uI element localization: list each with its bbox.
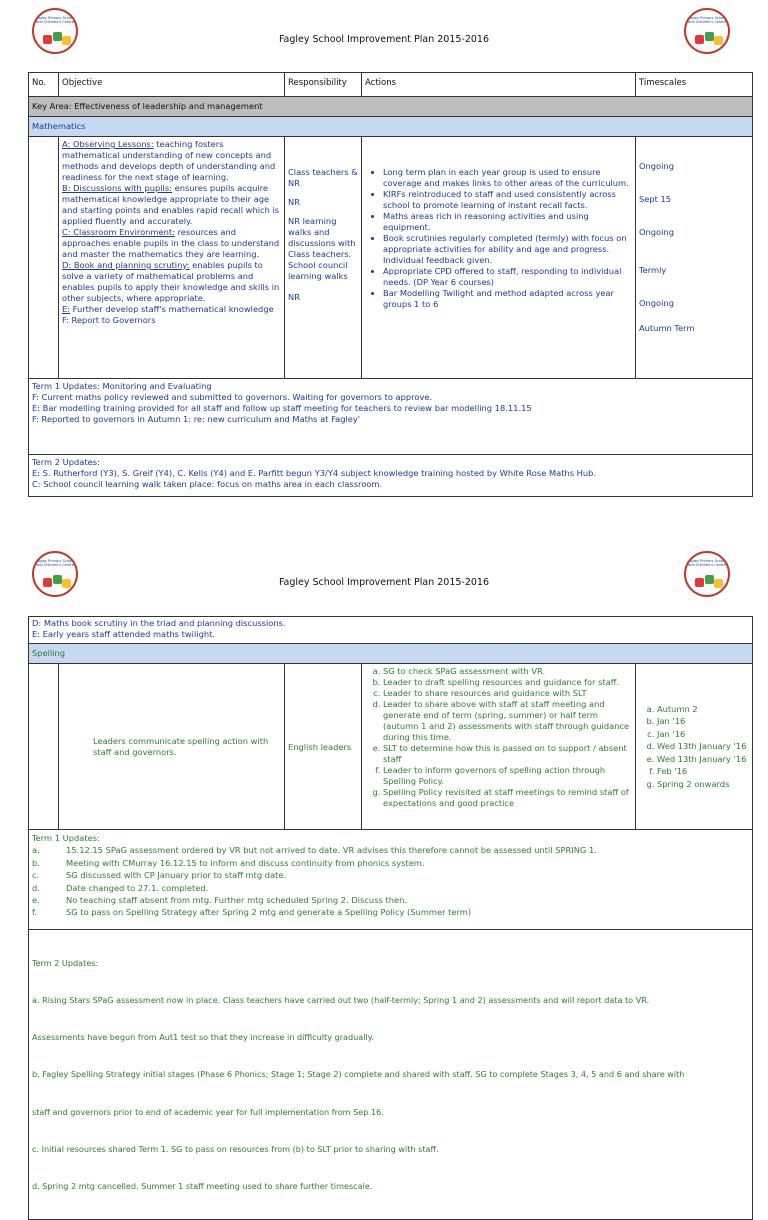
update-line: staff and governors prior to end of academic year for full implementation from Sep 16. — [32, 1106, 384, 1117]
spelling-timescale-item: b. Jan '16 — [657, 715, 749, 728]
update-line: Term 2 Updates: — [32, 457, 100, 467]
logo-block — [714, 579, 723, 588]
section-title-spelling: Spelling — [29, 644, 753, 664]
key-area-label: Key Area: Effectiveness of leadership and management — [29, 97, 753, 117]
spelling-term2-updates — [29, 930, 753, 1220]
spelling-responsibility — [285, 664, 362, 830]
objective-d-text: enables pupils to solve a variety of mathematical problems and enables pupils to apply their knowledge and skills in other subjects, where appropriate. — [62, 260, 280, 303]
update-line: c. Initial resources shared Term 1. SG to pass on resources from (b) to SLT prior to sharing with staff. — [32, 1143, 439, 1154]
logo-block — [714, 36, 723, 45]
spelling-action-item: b. Leader to draft spelling resources and guidance for staff. — [383, 677, 632, 688]
spelling-timescale-item: g. Spring 2 onwards — [657, 778, 749, 791]
col-header-responsibility: Responsibility — [285, 73, 362, 97]
actions-list — [365, 167, 632, 310]
spelling-actions — [362, 664, 636, 830]
update-heading: Term 1 Updates: — [32, 833, 100, 843]
section-row-mathematics — [29, 117, 753, 137]
responsibility-item: NR learning walks and discussions with Class teachers. — [288, 216, 356, 259]
objective-c-text: resources and approaches enable pupils in the class to understand and master the mathematics they are learning. — [62, 227, 280, 259]
school-logo — [32, 551, 78, 597]
update-line: Term 1 Updates: Monitoring and Evaluating — [32, 381, 212, 391]
spelling-timescales — [636, 664, 753, 830]
spelling-action-item: g. Spelling Policy revisited at staff meetings to remind staff of expectations and good practice — [383, 787, 632, 809]
update-line — [32, 882, 749, 894]
update-line: b. Fagley Spelling Strategy initial stages (Phase 6 Phonics; Stage 1; Stage 2) complete and shared with staff. SG to complete Stages 3, 4, 5 and 6 and share with — [32, 1069, 685, 1080]
header-row — [29, 73, 753, 97]
item-letter: e. — [32, 895, 40, 906]
item-text: No teaching staff absent from mtg. Further mtg scheduled Spring 2. Discuss then. — [66, 895, 407, 906]
item-text: 15.12.15 SPaG assessment ordered by VR but not arrived to date. VR advises this therefore cannot be assessed until SPRING 1. — [66, 845, 597, 856]
spelling-timescale-item: d. Wed 13th January '16 — [657, 740, 749, 753]
item-letter: d. — [32, 882, 40, 893]
objective-b-text: ensures pupils acquire mathematical knowledge appropriate to their age and starting points and enables rapid recall which is applied fluently and accurately. — [62, 183, 280, 226]
update-line: E: S. Rutherford (Y3), S. Greif (Y4), C. Kells (Y4) and E. Parfitt begun Y3/Y4 subject knowledge training hosted by White Rose Maths Hub. — [32, 468, 597, 478]
spelling-timescale-item: a. Autumn 2 — [657, 703, 749, 716]
action-item: • Book scrutinies regularly completed (termly) with focus on appropriate activities for ability and age and progress. Individual feedback given. — [383, 233, 632, 266]
item-text: Date changed to 27.1. completed. — [66, 882, 209, 893]
logo-block — [705, 575, 714, 584]
col-header-objective: Objective — [59, 73, 285, 97]
spelling-timescales-list — [639, 703, 749, 791]
spelling-term1-row — [29, 830, 753, 930]
spelling-action-item: f. Leader to inform governors of spelling action through Spelling Policy. — [383, 765, 632, 787]
maths-responsibility — [285, 137, 362, 379]
update-line: F: Reported to governors in Autumn 1: re: new curriculum and Maths at Fagley' — [32, 414, 361, 424]
timescale-item: Ongoing — [639, 227, 674, 237]
term1-updates-row — [29, 379, 753, 455]
spelling-term2-row — [29, 930, 753, 1220]
objective-e-text: Further develop staff's mathematical knowledge — [70, 304, 274, 314]
spelling-row — [29, 664, 753, 830]
logo-block — [695, 35, 704, 44]
school-logo — [684, 8, 730, 54]
school-logo — [32, 8, 78, 54]
page-title: Fagley School Improvement Plan 2015-2016 — [278, 34, 490, 45]
action-item: • KIRFs reintroduced to staff and used consistently across school to promote learning of instant recall facts. — [383, 189, 632, 211]
item-letter: a. — [32, 845, 40, 856]
spelling-objective-text: Leaders communicate spelling action with staff and governors. — [93, 735, 269, 757]
logo-block — [695, 578, 704, 587]
improvement-plan-table — [28, 72, 753, 497]
timescale-item: Autumn Term — [639, 323, 695, 333]
key-area-row — [29, 97, 753, 117]
logo-block — [705, 32, 714, 41]
responsibility-item: NR — [288, 197, 300, 207]
spelling-actions-list — [365, 666, 632, 809]
col-header-actions: Actions — [362, 73, 636, 97]
maths-timescales — [636, 137, 753, 379]
school-logo — [684, 551, 730, 597]
maths-objective — [59, 137, 285, 379]
section-title-mathematics: Mathematics — [29, 117, 753, 137]
item-text: SG discussed with CP January prior to staff mtg date. — [66, 870, 287, 881]
update-line — [32, 894, 749, 906]
update-line: E: Early years staff attended maths twilight. — [32, 629, 215, 639]
responsibility-item: School council learning walks — [288, 260, 348, 281]
objective-d-label: D: Book and planning scrutiny: — [62, 260, 190, 270]
spelling-term1-updates — [29, 830, 753, 930]
term2-updates-row — [29, 455, 753, 497]
timescale-item: Sept 15 — [639, 194, 672, 204]
update-line — [32, 857, 749, 869]
item-letter: f. — [32, 907, 37, 918]
row-number — [29, 137, 59, 379]
spelling-action-item: d. Leader to share above with staff at staff meeting and generate end of term (spring, summer) or half term (autumn 1 and 2) assessments with staff through guidance during this time. — [383, 699, 632, 743]
update-line: F: Current maths policy reviewed and submitted to governors. Waiting for governors to approve. — [32, 392, 433, 402]
objective-e-label: E: — [62, 304, 71, 314]
spelling-action-item: c. Leader to share resources and guidance with SLT — [383, 688, 632, 699]
section-row-spelling — [29, 644, 753, 664]
improvement-plan-table-continued — [28, 616, 753, 1220]
col-header-timescales: Timescales — [636, 73, 753, 97]
logo-text: Fagley Primary School and Children's Centre — [687, 559, 727, 567]
logo-text: Fagley Primary School and Children's Centre — [35, 16, 75, 24]
responsibility-item: Class teachers & NR — [288, 167, 358, 188]
action-item: • Bar Modelling Twilight and method adapted across year groups 1 to 6 — [383, 288, 632, 310]
action-item: • Long term plan in each year group is used to ensure coverage and makes links to other areas of the curriculum. — [383, 167, 632, 189]
spelling-timescale-item: c. Jan '16 — [657, 728, 749, 741]
spelling-timescale-item: f. Feb '16 — [657, 765, 749, 778]
spelling-timescale-item: e. Wed 13th January '16 — [657, 753, 749, 766]
update-heading: Term 2 Updates: — [32, 957, 99, 968]
spelling-objective — [59, 664, 285, 830]
logo-text: Fagley Primary School and Children's Centre — [35, 559, 75, 567]
update-line: Assessments have begun from Aut1 test so that they increase in difficulty gradually. — [32, 1032, 374, 1043]
update-line — [32, 844, 749, 856]
item-letter: b. — [32, 857, 40, 868]
update-line — [32, 906, 749, 918]
update-line: D: Maths book scrutiny in the triad and planning discussions. — [32, 618, 286, 628]
update-line: C: School council learning walk taken place: focus on maths area in each classroom. — [32, 479, 383, 489]
logo-text: Fagley Primary School and Children's Centre — [687, 16, 727, 24]
spelling-action-item: e. SLT to determine how this is passed on to support / absent staff — [383, 743, 632, 765]
maths-term2-continued — [29, 617, 753, 644]
update-line: E: Bar modelling training provided for all staff and follow up staff meeting for teachers to review bar modelling 18.11.15 — [32, 403, 532, 413]
term2-continued-row — [29, 617, 753, 644]
item-text: SG to pass on Spelling Strategy after Spring 2 mtg and generate a Spelling Policy (Summer term) — [66, 907, 472, 918]
page-break — [0, 500, 768, 540]
objective-f-text: F: Report to Governors — [62, 315, 156, 325]
timescale-item: Ongoing — [639, 161, 674, 171]
objective-a-label: A: Observing Lessons: — [62, 139, 154, 149]
update-line: d. Spring 2 mtg cancelled. Summer 1 staff meeting used to share further timescale. — [32, 1181, 373, 1192]
timescale-item: Termly — [639, 265, 667, 275]
spelling-responsibility-text: English leaders — [288, 741, 352, 752]
action-item: • Appropriate CPD offered to staff, responding to individual needs. (DP Year 6 courses) — [383, 266, 632, 288]
maths-term1-updates — [29, 379, 753, 455]
timescale-item: Ongoing — [639, 298, 674, 308]
row-number — [29, 664, 59, 830]
col-header-no: No. — [29, 73, 59, 97]
page-title: Fagley School Improvement Plan 2015-2016 — [278, 577, 490, 588]
item-text: Meeting with CMurray 16.12.15 to inform and discuss continuity from phonics system. — [66, 857, 425, 868]
maths-actions — [362, 137, 636, 379]
item-letter: c. — [32, 870, 40, 881]
update-line: a. Rising Stars SPaG assessment now in place. Class teachers have carried out two (half-termly; Spring 1 and 2) assessments and will report data to VR. — [32, 995, 650, 1006]
objective-b-label: B: Discussions with pupils: — [62, 183, 172, 193]
maths-term2-updates — [29, 455, 753, 497]
spelling-action-item: a. SG to check SPaG assessment with VR. — [383, 666, 632, 677]
objective-c-label: C: Classroom Environment: — [62, 227, 175, 237]
responsibility-item: NR — [288, 292, 300, 302]
maths-row — [29, 137, 753, 379]
action-item: • Maths areas rich in reasoning activities and using equipment. — [383, 211, 632, 233]
objective-a-text: teaching fosters mathematical understanding of new concepts and methods and develops depth of understanding and readiness for the next stage of learning. — [62, 139, 276, 182]
update-line — [32, 869, 749, 881]
